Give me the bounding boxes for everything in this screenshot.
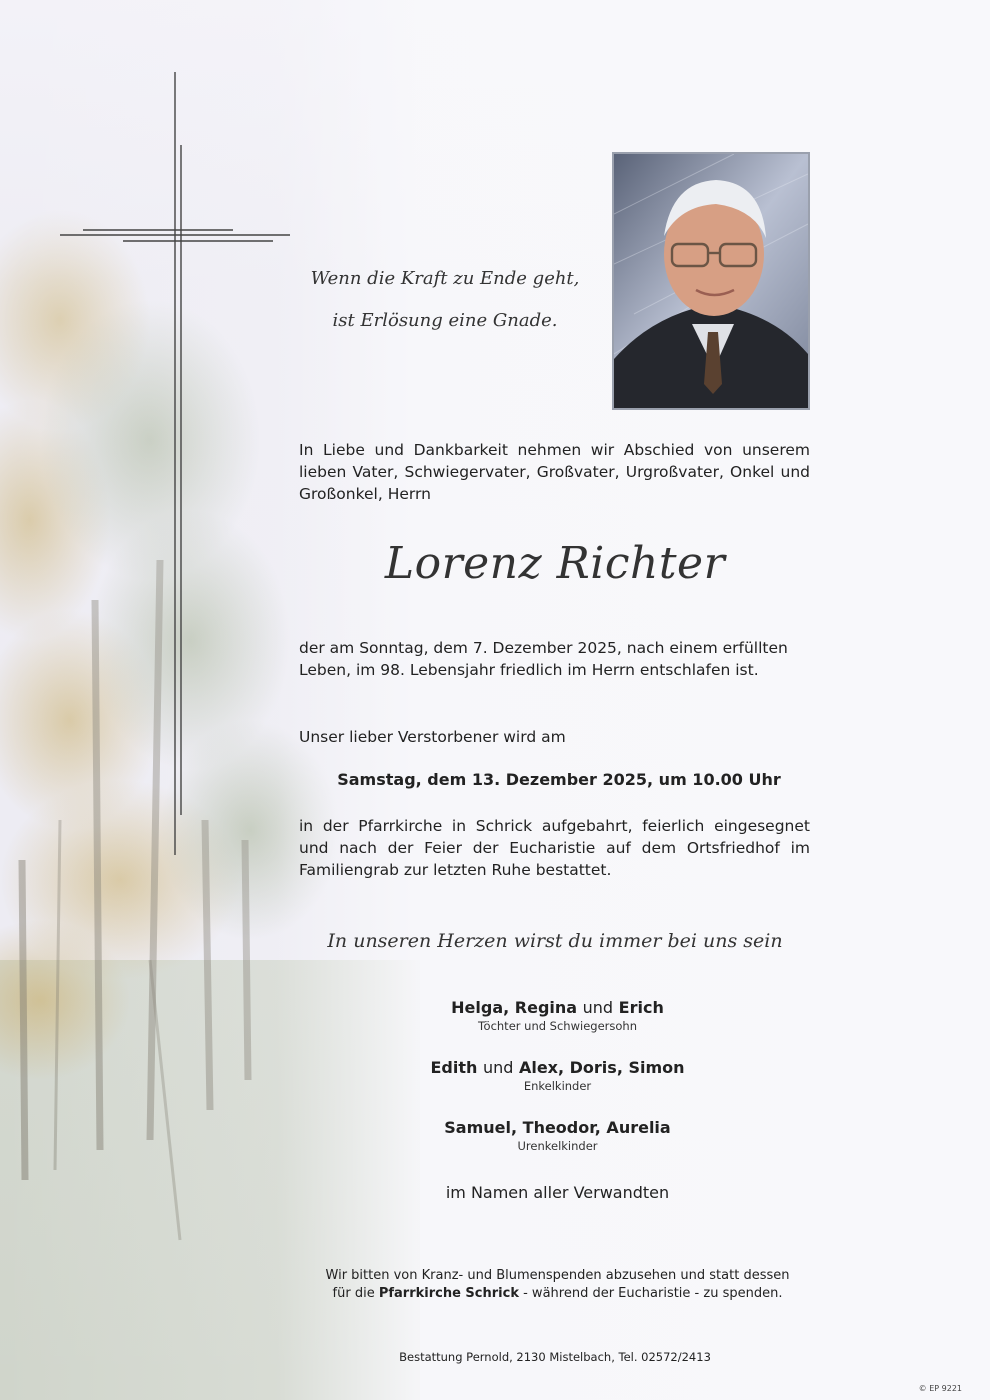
ceremony-details: in der Pfarrkirche in Schrick aufgebahrt, feierlich eingesegnet und nach der Feier der Eucharistie auf dem Ortsfriedhof im Familiengrab zur letzten Ruhe bestattet. <box>299 817 810 879</box>
print-code: © EP 9221 <box>918 1384 962 1393</box>
ceremony-date: Samstag, dem 13. Dezember 2025, um 10.00 Uhr <box>337 770 781 789</box>
donation-line-2 <box>270 1285 845 1303</box>
death-text <box>299 637 819 681</box>
portrait-photo-icon <box>614 154 808 408</box>
mourner-relation: Urenkelkinder <box>517 1139 598 1153</box>
motto-line-1: Wenn die Kraft zu Ende geht, <box>310 268 580 289</box>
death-text-line-2: Leben, im 98. Lebensjahr friedlich im Herrn entschlafen ist. <box>299 661 759 679</box>
mourner-name-a: Edith <box>430 1058 478 1077</box>
donation-note <box>270 1267 845 1303</box>
mourner-relation: Töchter und Schwiegersohn <box>478 1019 637 1033</box>
mourner-names <box>300 1118 815 1137</box>
donation-line-1: Wir bitten von Kranz- und Blumenspenden abzusehen und statt dessen <box>325 1268 790 1283</box>
relatives-line: im Namen aller Verwandten <box>445 1183 670 1202</box>
donation-church: Pfarrkirche Schrick <box>378 1286 519 1301</box>
cross-icon <box>55 70 295 860</box>
mourner-group <box>300 1058 815 1118</box>
mourner-name-a: Helga, Regina <box>451 998 578 1017</box>
mourners-list <box>300 998 815 1178</box>
donation-post: - während der Eucharistie - zu spenden. <box>523 1286 783 1301</box>
closing-motto: In unseren Herzen wirst du immer bei uns sein <box>327 930 783 952</box>
mourner-group <box>300 1118 815 1178</box>
portrait-photo <box>612 152 810 410</box>
opening-motto <box>290 258 600 342</box>
mourner-name-b: Erich <box>618 998 664 1017</box>
mourner-relation: Enkelkinder <box>523 1079 592 1093</box>
motto-line-2: ist Erlösung eine Gnade. <box>332 310 558 331</box>
intro-text: In Liebe und Dankbarkeit nehmen wir Abschied von unserem lieben Vater, Schwiegervater, Großvater, Urgroßvater, Onkel und Großonkel, Herrn <box>299 441 810 503</box>
mourner-group <box>300 998 815 1058</box>
mourner-joiner: und <box>582 998 614 1017</box>
mourner-joiner: und <box>482 1058 514 1077</box>
death-text-line-1: der am Sonntag, dem 7. Dezember 2025, nach einem erfüllten <box>299 639 788 657</box>
mourner-names <box>300 1058 815 1077</box>
mourner-name-a: Samuel, Theodor, Aurelia <box>444 1118 671 1137</box>
deceased-name: Lorenz Richter <box>384 538 726 589</box>
mourner-name-b: Alex, Doris, Simon <box>518 1058 685 1077</box>
mourner-names <box>300 998 815 1017</box>
donation-pre: für die <box>332 1286 375 1301</box>
ceremony-intro: Unser lieber Verstorbener wird am <box>299 728 566 746</box>
undertaker-footer: Bestattung Pernold, 2130 Mistelbach, Tel. 02572/2413 <box>399 1350 711 1364</box>
